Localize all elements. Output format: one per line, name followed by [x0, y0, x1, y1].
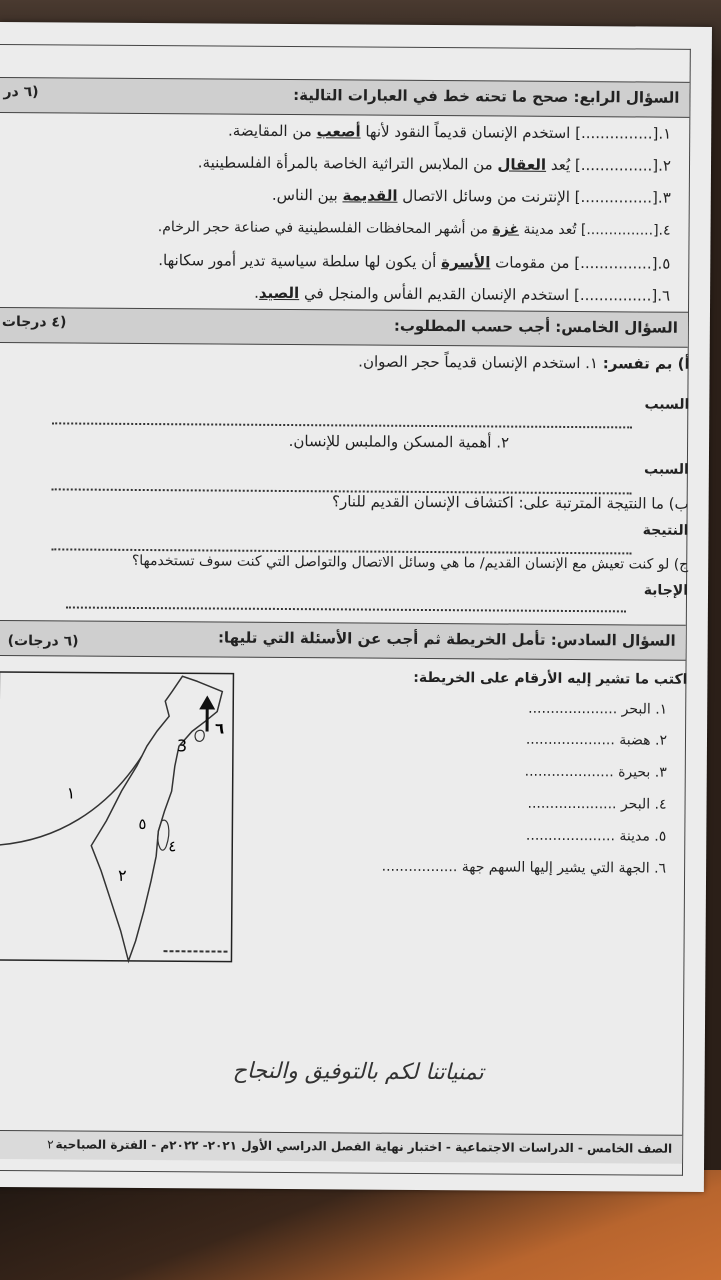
map-label-1: ١ — [66, 783, 76, 803]
answer-blank[interactable]: [...............] — [574, 156, 659, 175]
q5-reason-label-2: السبب — [643, 461, 689, 478]
answer-blank[interactable]: [...............] — [575, 124, 659, 143]
q5-answer-label: الإجابة — [643, 582, 689, 599]
underlined-word: القديمة — [342, 186, 398, 205]
footer-text: الصف الخامس - الدراسات الاجتماعية - اختبار نهاية الفصل الدراسي الأول ٢٠٢١- ٢٠٢٢م - الفترة الصباحية — [55, 1137, 673, 1156]
q6-instruction: اكتب ما تشير إليه الأرقام على الخريطة: — [413, 669, 688, 688]
q4-item — [272, 186, 671, 207]
map-label-6: ٦ — [215, 719, 225, 738]
q4-item-text: . — [254, 283, 259, 302]
q4-item — [254, 284, 670, 305]
underlined-word: أصعب — [316, 122, 361, 141]
q5-a2: ٢. أهمية المسكن والملبس للإنسان. — [288, 432, 510, 452]
q4-item-number: ٣. — [657, 188, 671, 207]
north-arrow-icon — [199, 695, 215, 709]
q5-title: السؤال الخامس: أجب حسب المطلوب: — [393, 316, 678, 337]
q4-item-text: بين الناس. — [271, 185, 343, 205]
lake-shape — [195, 730, 204, 741]
q4-item-number: ٦. — [657, 286, 671, 305]
q4-title: السؤال الرابع: صحح ما تحته خط في العبارات التالية: — [293, 86, 680, 107]
q4-item-number: ٤. — [658, 222, 671, 239]
underlined-word: غزة — [492, 221, 520, 238]
map-label-4: ٤ — [168, 837, 177, 856]
q4-item-text: من مقومات — [490, 253, 575, 273]
q4-item — [198, 153, 671, 174]
q4-item-text: من الملابس التراثية الخاصة بالمرأة الفلسطينية. — [197, 153, 498, 174]
answer-blank[interactable]: [...............] — [573, 286, 658, 305]
q4-item-number: ٢. — [658, 156, 672, 175]
q4-item-text: من أشهر المحافظات الفلسطينية في صناعة حجر الرخام. — [157, 219, 493, 238]
map-label-5: ٥ — [138, 814, 147, 834]
answer-blank[interactable]: [...............] — [574, 188, 659, 207]
q5-b: ب) ما النتيجة المترتبة على: اكتشاف الإنسان القديم للنار؟ — [332, 492, 689, 513]
q4-item-number: ١. — [658, 124, 672, 143]
q6-item-2: ٢. هضبة .................... — [525, 731, 668, 749]
q6-marks: (٦ درجات) — [7, 633, 79, 650]
q4-item-text: أن يكون لها سلطة سياسية تدير أمور سكانها. — [158, 251, 442, 272]
map-label-3: 3 — [176, 736, 188, 756]
q4-item — [158, 251, 670, 273]
q5-header — [0, 307, 688, 348]
q5-a-line — [358, 353, 690, 373]
q4-item-text: استخدم الإنسان قديماً النقود لأنها — [360, 122, 576, 143]
palestine-map — [0, 670, 237, 967]
q5-marks: (٤ درجات — [1, 314, 67, 331]
q4-item-text: من المقايضة. — [228, 121, 317, 141]
q6-title: السؤال السادس: تأمل الخريطة ثم أجب عن الأسئلة التي تليها: — [217, 628, 676, 650]
q6-item-4: ٤. البحر .................... — [527, 795, 667, 813]
q6-header — [0, 620, 686, 661]
exam-page — [0, 22, 712, 1192]
q4-header — [0, 77, 690, 118]
answer-blank[interactable]: [...............] — [580, 222, 659, 239]
underlined-word: الأسرة — [441, 253, 491, 272]
q6-item-5: ٥. مدينة .................... — [525, 827, 667, 845]
q4-item-text: الإنترنت من وسائل الاتصال — [397, 186, 575, 207]
q4-item-number: ٥. — [657, 254, 671, 273]
q5-result-label: النتيجة — [642, 522, 689, 539]
q4-item-text: تُعد مدينة — [519, 221, 581, 239]
underlined-word: العقال — [497, 155, 547, 174]
q5-a1: ١. استخدم الإنسان قديماً حجر الصوان. — [358, 352, 599, 373]
q4-marks: (٦ در — [3, 84, 39, 101]
q4-item — [228, 122, 671, 143]
q5-c: ج) لو كنت تعيش مع الإنسان القديم/ ما هي وسائل الاتصال والتواصل التي كنت سوف تستخدمها؟ — [131, 552, 689, 573]
underlined-word: الصيد — [258, 283, 300, 303]
q6-item-1: ١. البحر .................... — [528, 700, 668, 718]
q5-a-label: أ) بم تفسر: — [602, 354, 690, 373]
q5-reason-label-1: السبب — [644, 396, 690, 413]
country-outline — [90, 676, 225, 962]
q4-item-text: استخدم الإنسان القديم الفأس والمنجل في — [299, 284, 575, 305]
page-footer — [0, 1130, 682, 1164]
q4-item-text: يُعد — [546, 155, 576, 175]
page-number: ٢ — [47, 1137, 54, 1152]
q6-item-6: ٦. الجهة التي يشير إليها السهم جهة ................. — [381, 858, 667, 877]
map-label-2: ٢ — [117, 865, 127, 885]
q6-item-3: ٣. بحيرة .................... — [524, 763, 667, 781]
answer-blank[interactable]: [...............] — [574, 254, 658, 273]
closing-wish: تمنياتنا لكم بالتوفيق والنجاح — [232, 1058, 484, 1086]
